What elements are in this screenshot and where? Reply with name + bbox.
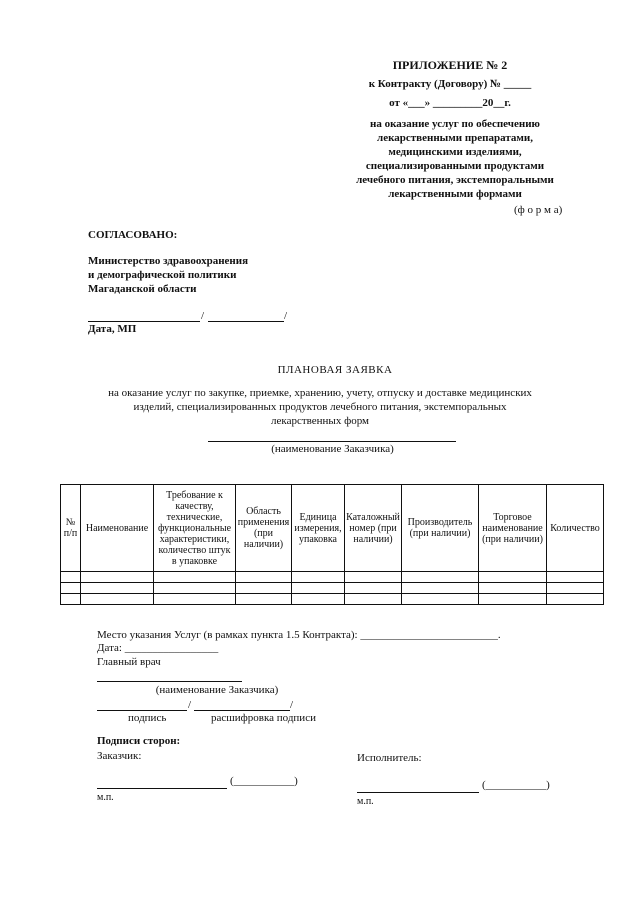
purpose-line: медицинскими изделиями, [388, 146, 522, 158]
table-cell[interactable] [547, 572, 604, 583]
org-line: и демографической политики [88, 269, 237, 281]
executor-mp: м.п. [357, 796, 374, 807]
table-cell[interactable] [402, 572, 479, 583]
customer-name-paren: (___________) [230, 775, 298, 787]
col-header-number: № п/п [61, 485, 81, 572]
request-subtitle [80, 386, 560, 428]
signature-caption: подпись [128, 712, 167, 724]
table-cell[interactable] [236, 583, 292, 594]
request-table [60, 484, 604, 605]
table-cell[interactable] [547, 594, 604, 605]
customer-name-line [208, 441, 456, 442]
approval-org [88, 254, 248, 296]
org-line: Магаданской области [88, 283, 197, 295]
table-cell[interactable] [292, 594, 345, 605]
table-cell[interactable] [61, 583, 81, 594]
table-cell[interactable] [479, 583, 547, 594]
col-header-unit: Единица измерения, упаковка [292, 485, 345, 572]
col-header-name: Наименование [81, 485, 154, 572]
subtitle-line: изделий, специализированных продуктов лечебного питания, экстемпоральных [133, 401, 507, 413]
purpose-line: специализированными продуктами [365, 160, 545, 172]
col-header-catalog: Каталожный номер (при наличии) [345, 485, 402, 572]
customer-signature-line [97, 788, 227, 789]
purpose-block [310, 117, 600, 201]
table-cell[interactable] [236, 572, 292, 583]
col-header-trade-name: Торговое наименование (при наличии) [479, 485, 547, 572]
purpose-line: лечебного питания, экстемпоральными [356, 174, 554, 186]
slash: / [290, 699, 294, 711]
table-cell[interactable] [345, 594, 402, 605]
table-cell[interactable] [345, 583, 402, 594]
table-cell[interactable] [61, 572, 81, 583]
customer-mp: м.п. [97, 792, 114, 803]
executor-signature-line [357, 792, 479, 793]
purpose-line: лекарственными формами [388, 188, 522, 200]
table-cell[interactable] [81, 594, 154, 605]
table-cell[interactable] [81, 572, 154, 583]
table-cell[interactable] [292, 572, 345, 583]
table-row [61, 572, 604, 583]
table-cell[interactable] [292, 583, 345, 594]
subtitle-line: на оказание услуг по закупке, приемке, хранению, учету, отпуску и доставке медицинских [108, 387, 532, 399]
footer-date: Дата: _________________ [97, 642, 219, 654]
table-cell[interactable] [154, 583, 236, 594]
chief-signature-line [97, 710, 187, 711]
subtitle-line: лекарственных форм [271, 415, 369, 427]
chief-customer-line [97, 681, 242, 682]
customer-caption: (наименование Заказчика) [271, 443, 394, 455]
col-header-quality: Требование к качеству, технические, функциональные характеристики, количество штук в упаковке [154, 485, 236, 572]
chief-customer-caption: (наименование Заказчика) [155, 684, 279, 696]
chief-decode-line [194, 710, 290, 711]
service-place: Место указания Услуг (в рамках пункта 1.5 Контракта): _________________________. [97, 629, 501, 641]
contract-date: от «___» _________20__г. [389, 97, 511, 109]
col-header-quantity: Количество [547, 485, 604, 572]
chief-doctor: Главный врач [97, 656, 161, 668]
decode-caption: расшифровка подписи [211, 712, 316, 724]
table-cell[interactable] [479, 572, 547, 583]
table-row [61, 583, 604, 594]
table-cell[interactable] [479, 594, 547, 605]
parties-title: Подписи сторон: [97, 735, 181, 747]
purpose-line: лекарственными препаратами, [377, 132, 533, 144]
col-header-application: Область применения (при наличии) [236, 485, 292, 572]
approval-decode-line [208, 321, 284, 322]
request-title: ПЛАНОВАЯ ЗАЯВКА [277, 364, 393, 376]
customer-label: Заказчик: [97, 750, 142, 762]
table-cell[interactable] [236, 594, 292, 605]
org-line: Министерство здравоохранения [88, 255, 249, 267]
purpose-line: на оказание услуг по обеспечению [370, 118, 540, 130]
table-cell[interactable] [154, 572, 236, 583]
slash: / [284, 310, 288, 322]
slash: / [188, 699, 192, 711]
approval-title: СОГЛАСОВАНО: [88, 229, 178, 241]
table-cell[interactable] [402, 583, 479, 594]
executor-name-paren: (___________) [482, 779, 550, 791]
table-row [61, 594, 604, 605]
table-cell[interactable] [345, 572, 402, 583]
executor-label: Исполнитель: [357, 752, 422, 764]
contract-ref: к Контракту (Договору) № _____ [368, 78, 532, 90]
table-cell[interactable] [81, 583, 154, 594]
appendix-title: ПРИЛОЖЕНИЕ № 2 [392, 58, 508, 72]
approval-date-mp: Дата, МП [88, 323, 137, 335]
col-header-manufacturer: Производитель (при наличии) [402, 485, 479, 572]
approval-signature-line [88, 321, 200, 322]
form-label: (ф о р м а) [514, 204, 563, 216]
table-cell[interactable] [154, 594, 236, 605]
table-cell[interactable] [402, 594, 479, 605]
table-cell[interactable] [61, 594, 81, 605]
table-cell[interactable] [547, 583, 604, 594]
table-header-row [61, 485, 604, 572]
slash: / [201, 310, 205, 322]
